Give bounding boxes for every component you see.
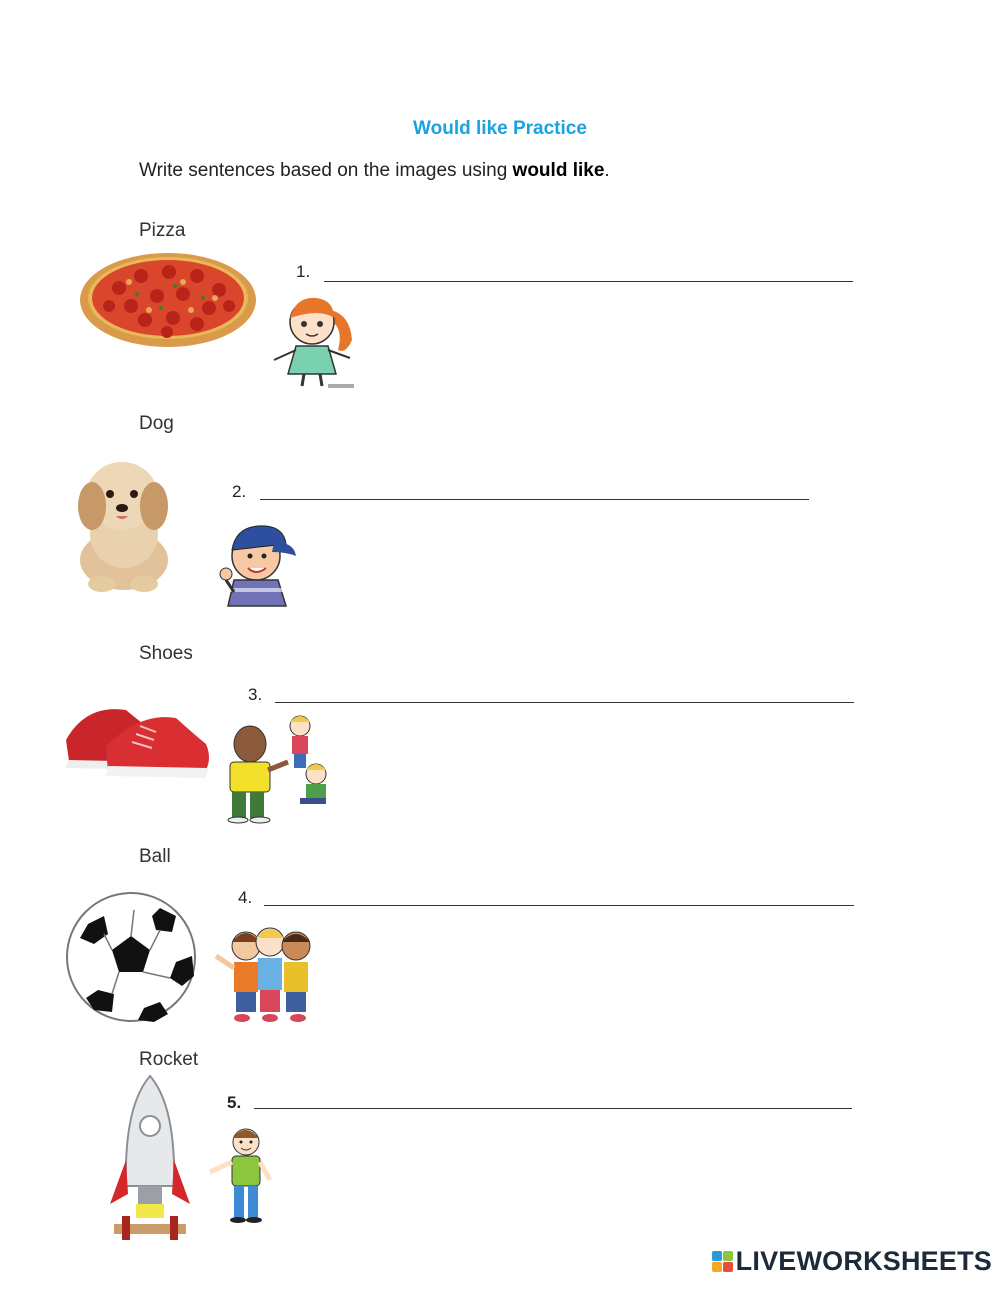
item-number-2: 2. [232, 482, 247, 501]
boy-image [206, 1126, 282, 1226]
liveworksheets-logo[interactable] [712, 1246, 992, 1277]
logo-text: LIVEWORKSHEETS [735, 1246, 992, 1276]
dog-image [68, 450, 178, 594]
item-label-dog: Dog [139, 413, 174, 434]
logo-mark-icon [712, 1251, 733, 1272]
answer-line-4[interactable] [264, 905, 854, 906]
instruction-keyword: would like [512, 160, 605, 181]
soccer-ball-image [64, 890, 198, 1024]
rocket-image [108, 1074, 192, 1242]
answer-line-2[interactable] [260, 499, 809, 500]
pizza-image [79, 248, 257, 348]
page-title: Would like Practice [413, 118, 587, 139]
friends-group-image [210, 926, 328, 1026]
item-number-3: 3. [248, 685, 263, 704]
item-label-pizza: Pizza [139, 220, 186, 241]
item-label-rocket: Rocket [139, 1049, 199, 1070]
boy-cap-image [214, 522, 300, 608]
kids-group-image [218, 712, 332, 824]
instruction-text: Write sentences based on the images using would like. [139, 160, 610, 181]
answer-line-1[interactable] [324, 281, 853, 282]
item-label-shoes: Shoes [139, 643, 193, 664]
item-number-4: 4. [238, 888, 253, 907]
item-label-ball: Ball [139, 846, 171, 867]
answer-line-3[interactable] [275, 702, 854, 703]
item-number-1: 1. [296, 262, 311, 281]
girl-image [270, 294, 356, 392]
answer-line-5[interactable] [254, 1108, 852, 1109]
item-number-5: 5. [227, 1093, 242, 1112]
red-shoes-image [60, 696, 210, 796]
